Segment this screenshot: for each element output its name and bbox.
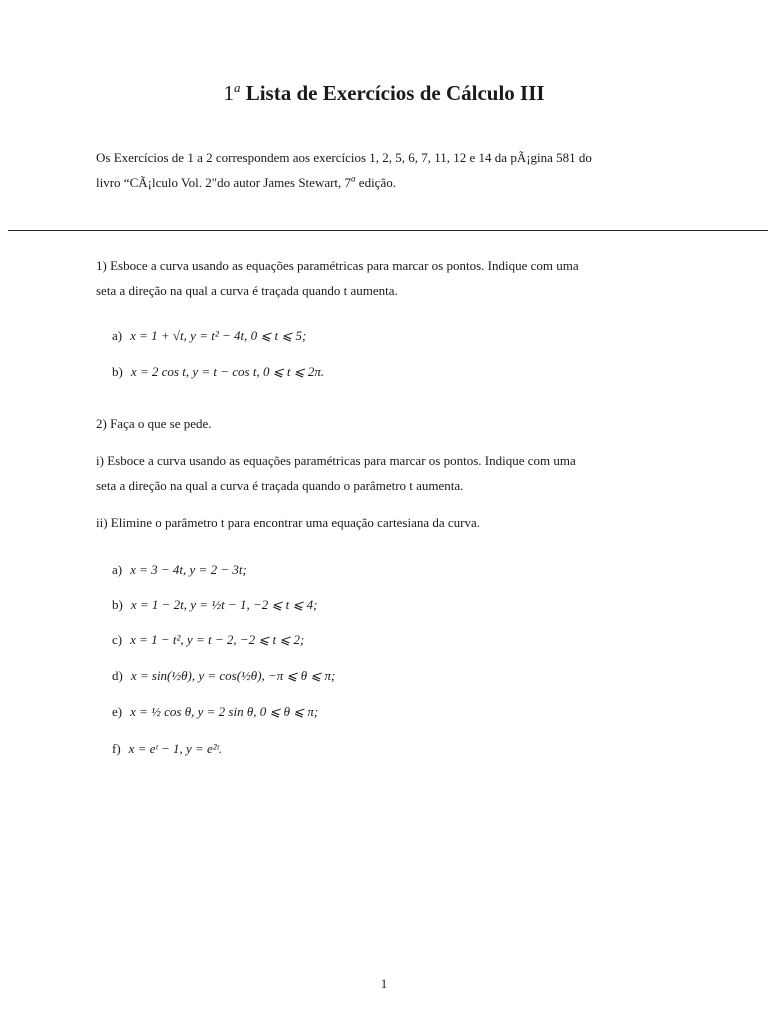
item-expression: x = 1 − 2t, y = ½t − 1, −2 ⩽ t ⩽ 4;	[130, 597, 318, 612]
item-label: a)	[112, 562, 123, 577]
exercise-2-statement: 2) Faça o que se pede.	[96, 416, 212, 431]
item-expression: x = ½ cos θ, y = 2 sin θ, 0 ⩽ θ ⩽ π;	[130, 704, 319, 719]
exercise-2-item-b	[112, 597, 317, 613]
item-label: a)	[112, 328, 123, 343]
item-expression: x = 2 cos t, y = t − cos t, 0 ⩽ t ⩽ 2π.	[130, 364, 325, 379]
exercise-2-part-ii: ii) Elimine o parâmetro t para encontrar uma equação cartesiana da curva.	[96, 515, 481, 530]
item-expression: x = 1 − t², y = t − 2, −2 ⩽ t ⩽ 2;	[130, 632, 305, 647]
exercise-2-item-f	[112, 741, 222, 757]
exercise-1-item-a	[112, 328, 306, 344]
item-label: b)	[112, 364, 123, 379]
intro-paragraph	[96, 145, 696, 195]
intro-line-2a: livro “CÃ¡lculo Vol. 2"do autor James Stewart, 7	[96, 175, 352, 190]
exercise-1-item-b	[112, 364, 324, 380]
intro-line-1: Os Exercícios de 1 a 2 correspondem aos exercícios 1, 2, 5, 6, 7, 11, 12 e 14 da pÃ¡gina 581 do	[96, 150, 592, 165]
item-expression: x = eᵗ − 1, y = e²ᵗ.	[128, 741, 223, 756]
intro-line-2b: edição.	[355, 175, 396, 190]
item-label: d)	[112, 668, 123, 683]
exercise-2-item-c	[112, 632, 304, 648]
item-expression: x = sin(½θ), y = cos(½θ), −π ⩽ θ ⩽ π;	[130, 668, 336, 683]
horizontal-divider	[8, 230, 768, 231]
part-i-line-2: seta a direção na qual a curva é traçada quando o parâmetro t aumenta.	[96, 478, 464, 493]
exercise-2-part-i	[96, 448, 696, 498]
title-superscript: a	[233, 80, 241, 95]
exercise-1-statement	[96, 253, 696, 303]
item-expression: x = 3 − 4t, y = 2 − 3t;	[130, 562, 247, 577]
title-text: Lista de Exercícios de Cálculo III	[245, 81, 545, 105]
exercise-1-line-1: 1) Esboce a curva usando as equações paramétricas para marcar os pontos. Indique com uma	[96, 258, 579, 273]
item-label: c)	[112, 632, 123, 647]
exercise-2-item-a	[112, 562, 247, 578]
part-i-line-1: i) Esboce a curva usando as equações paramétricas para marcar os pontos. Indique com uma	[96, 453, 576, 468]
intro-edition-sup: a	[351, 173, 356, 184]
item-label: f)	[112, 741, 121, 756]
exercise-2-item-d	[112, 668, 335, 684]
page-title	[0, 80, 768, 106]
page-number: 1	[380, 976, 388, 991]
exercise-1-line-2: seta a direção na qual a curva é traçada quando t aumenta.	[96, 283, 398, 298]
exercise-2-item-e	[112, 704, 318, 720]
title-number: 1	[223, 81, 234, 105]
item-label: b)	[112, 597, 123, 612]
item-expression: x = 1 + √t, y = t² − 4t, 0 ⩽ t ⩽ 5;	[130, 328, 307, 343]
item-label: e)	[112, 704, 123, 719]
